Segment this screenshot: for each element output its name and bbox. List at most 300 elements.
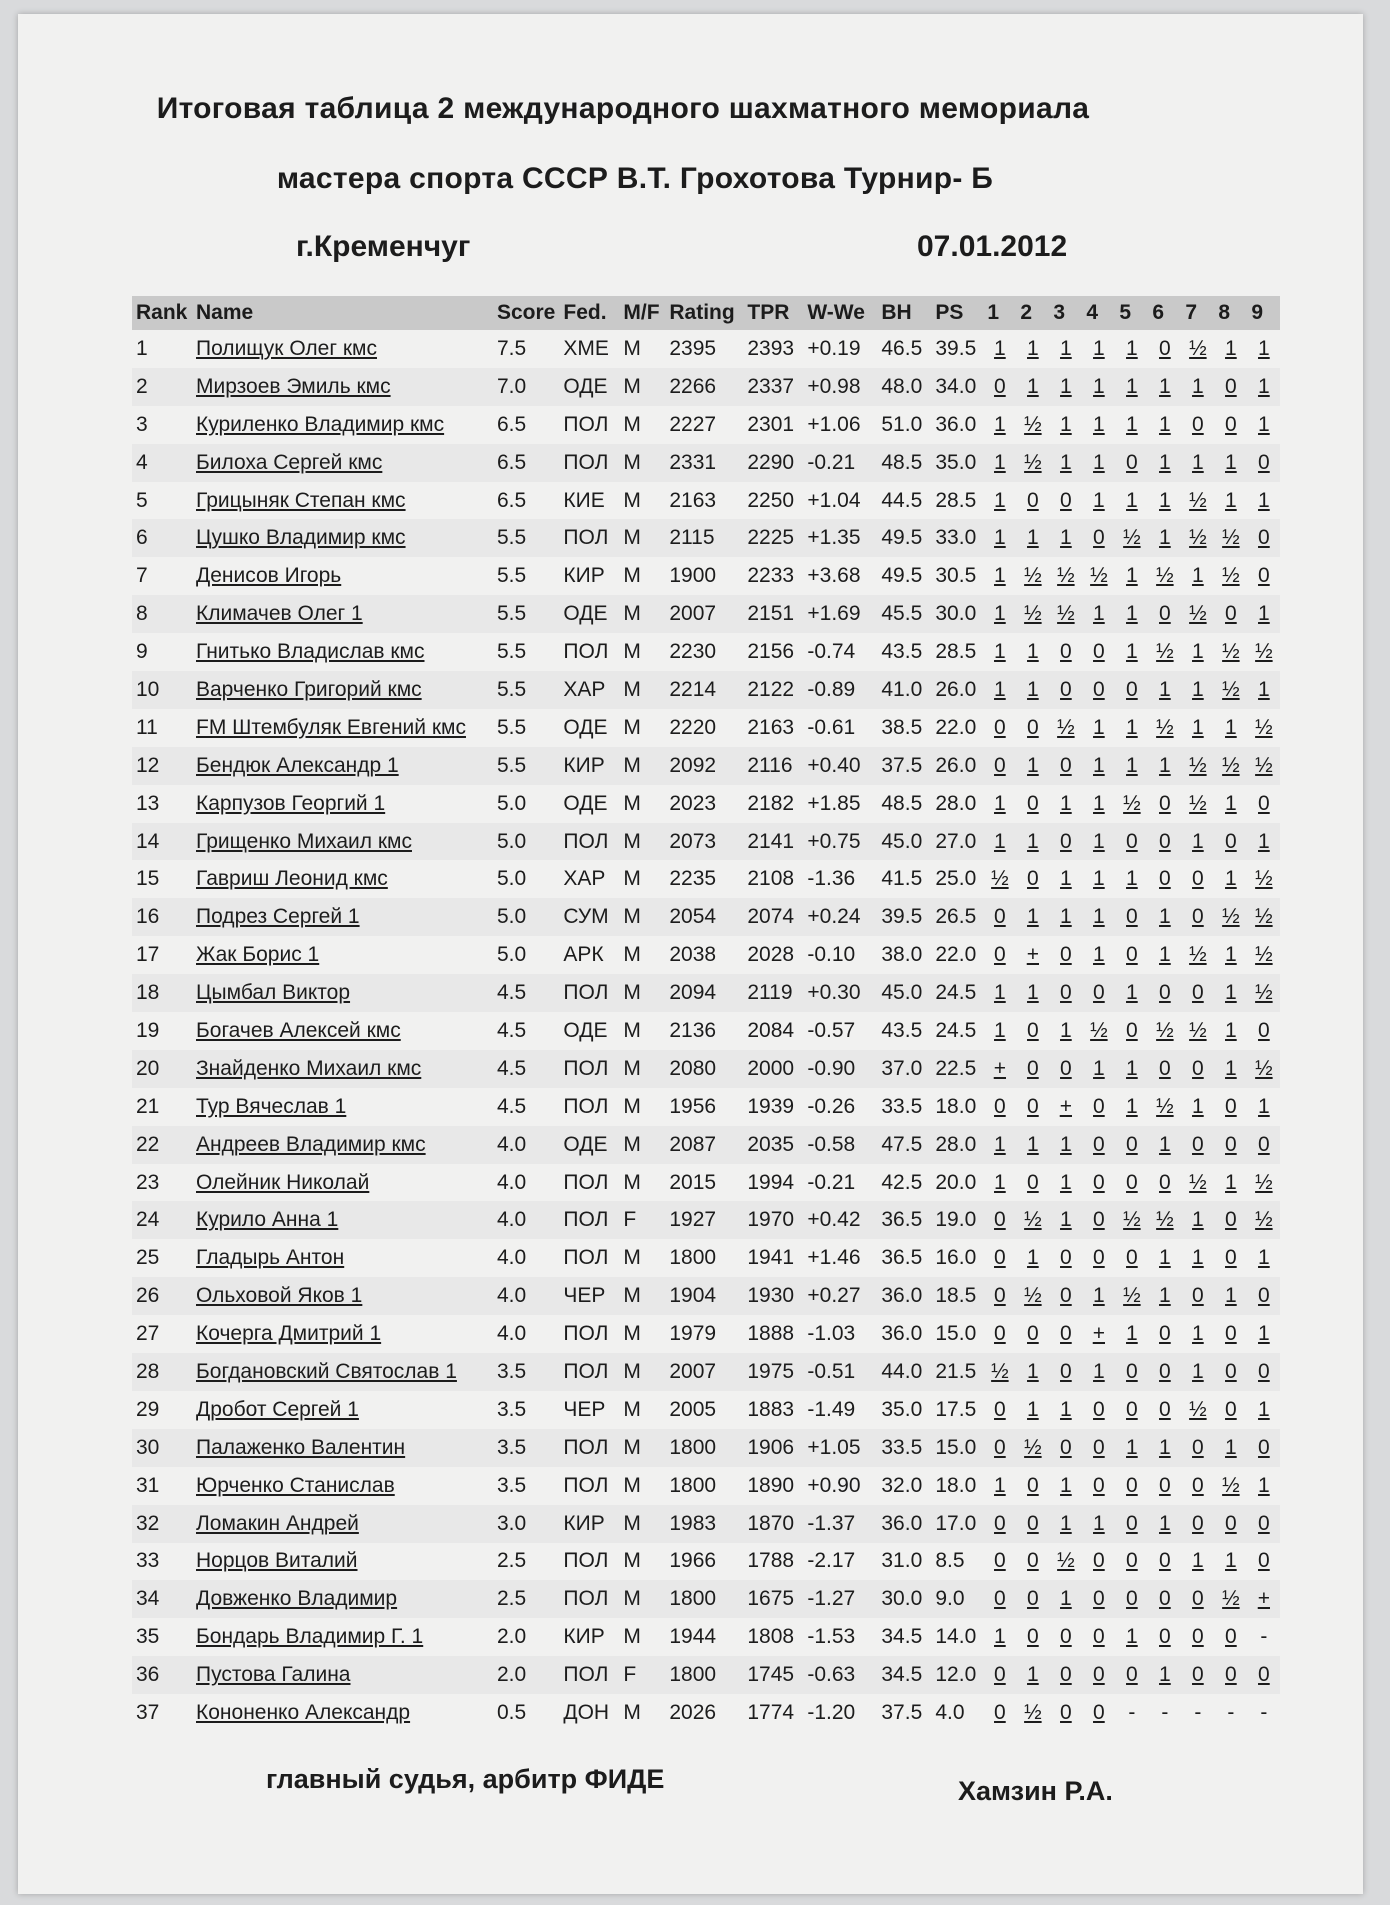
round-result-cell — [1181, 1277, 1214, 1315]
round-result: 1 — [994, 488, 1006, 512]
round-result: 1 — [1159, 374, 1171, 398]
round-result-cell — [1115, 330, 1148, 368]
round-result-cell — [1181, 898, 1214, 936]
round-result: 1 — [1225, 1056, 1237, 1080]
round-result: 0 — [1159, 981, 1171, 1005]
bh-cell: 49.5 — [877, 519, 931, 557]
rating-cell: 1956 — [665, 1088, 743, 1126]
rating-cell: 2005 — [665, 1391, 743, 1429]
round-result: ½ — [1255, 715, 1273, 739]
round-result: 0 — [1060, 1322, 1072, 1346]
round-result-cell — [1049, 936, 1082, 974]
round-result: 1 — [1258, 1322, 1270, 1346]
round-result-cell — [983, 1467, 1016, 1505]
arbiter-name: Хамзин Р.А. — [958, 1776, 1113, 1806]
round-result: ½ — [1057, 602, 1075, 626]
round-result: ½ — [1156, 715, 1174, 739]
sex-cell: M — [619, 1012, 665, 1050]
round-result: 0 — [1126, 829, 1138, 853]
round-result: ½ — [1222, 1473, 1240, 1497]
rating-cell: 2080 — [665, 1050, 743, 1088]
round-result-cell — [1082, 1429, 1115, 1467]
ps-cell: 28.0 — [931, 1126, 983, 1164]
round-result-cell — [1082, 1201, 1115, 1239]
round-result: 0 — [1192, 1587, 1204, 1611]
round-result: 0 — [1192, 1625, 1204, 1649]
round-result-cell — [1016, 595, 1049, 633]
round-result: 0 — [1192, 981, 1204, 1005]
federation-cell: КИЕ — [559, 482, 619, 520]
round-result-cell — [1148, 1618, 1181, 1656]
score-cell: 4.0 — [493, 1277, 559, 1315]
rank-cell: 22 — [132, 1126, 192, 1164]
round-result-cell — [1115, 519, 1148, 557]
player-name: Билоха Сергей кмс — [196, 450, 383, 474]
rank-cell: 25 — [132, 1239, 192, 1277]
round-result-cell — [1247, 709, 1280, 747]
round-result-cell — [1148, 1580, 1181, 1618]
round-result: 1 — [1027, 677, 1039, 701]
round-result: 0 — [1258, 564, 1270, 588]
round-result: 1 — [1126, 602, 1138, 626]
round-result: 1 — [1060, 1587, 1072, 1611]
table-row — [132, 1505, 1280, 1543]
rating-cell: 1800 — [665, 1239, 743, 1277]
w-we-cell: -0.51 — [803, 1353, 877, 1391]
round-result: 1 — [994, 677, 1006, 701]
round-result: 0 — [1093, 1132, 1105, 1156]
round-result: 1 — [1192, 829, 1204, 853]
rating-cell: 2023 — [665, 785, 743, 823]
round-result: 0 — [994, 715, 1006, 739]
table-row — [132, 444, 1280, 482]
round-result-cell — [1214, 1618, 1247, 1656]
rating-cell: 2331 — [665, 444, 743, 482]
round-result: 0 — [1225, 1322, 1237, 1346]
round-result-cell — [1016, 1656, 1049, 1694]
federation-cell: ПОЛ — [559, 406, 619, 444]
player-name-cell — [192, 368, 493, 406]
round-result-cell — [1148, 823, 1181, 861]
tpr-cell: 2301 — [743, 406, 803, 444]
round-result: 1 — [1060, 1473, 1072, 1497]
w-we-cell: +1.69 — [803, 595, 877, 633]
federation-cell: ПОЛ — [559, 1164, 619, 1202]
round-result-cell — [1214, 519, 1247, 557]
round-result-cell — [1016, 709, 1049, 747]
player-name-cell — [192, 1088, 493, 1126]
round-result: 1 — [1060, 1208, 1072, 1232]
round-result-cell — [1148, 633, 1181, 671]
federation-cell: ПОЛ — [559, 519, 619, 557]
round-result: 0 — [994, 1246, 1006, 1270]
round-result-cell — [1115, 1201, 1148, 1239]
round-result-cell — [1016, 785, 1049, 823]
round-result-cell — [1016, 633, 1049, 671]
round-result-cell — [1082, 1543, 1115, 1581]
round-result: 0 — [1225, 1511, 1237, 1535]
federation-cell: ПОЛ — [559, 1467, 619, 1505]
round-result-cell — [1148, 1126, 1181, 1164]
rank-cell: 30 — [132, 1429, 192, 1467]
round-result: 1 — [1093, 1284, 1105, 1308]
round-result-cell — [1181, 936, 1214, 974]
round-result-cell — [1247, 747, 1280, 785]
table-row — [132, 368, 1280, 406]
column-header-round-7: 7 — [1181, 296, 1214, 330]
round-result-cell — [1115, 368, 1148, 406]
round-result-cell — [1115, 1391, 1148, 1429]
rating-cell: 1800 — [665, 1656, 743, 1694]
table-row — [132, 936, 1280, 974]
round-result-cell — [983, 557, 1016, 595]
round-result-cell — [1247, 1467, 1280, 1505]
round-result: 1 — [1093, 715, 1105, 739]
rank-cell: 32 — [132, 1505, 192, 1543]
player-name: Олейник Николай — [196, 1170, 370, 1194]
round-result-cell — [1115, 823, 1148, 861]
column-header-round-8: 8 — [1214, 296, 1247, 330]
round-result: ½ — [1156, 1208, 1174, 1232]
round-result: 0 — [1093, 1435, 1105, 1459]
round-result: ½ — [1090, 1018, 1108, 1042]
round-result: ½ — [1024, 1284, 1042, 1308]
round-result: ½ — [1189, 602, 1207, 626]
round-result-cell — [1049, 823, 1082, 861]
table-row — [132, 1050, 1280, 1088]
column-header-round-4: 4 — [1082, 296, 1115, 330]
round-result: 0 — [1093, 1473, 1105, 1497]
tpr-cell: 1883 — [743, 1391, 803, 1429]
round-result-cell — [1049, 1315, 1082, 1353]
round-result: 0 — [1258, 1284, 1270, 1308]
round-result: 0 — [1027, 715, 1039, 739]
round-result: 0 — [1027, 1587, 1039, 1611]
bh-cell: 35.0 — [877, 1391, 931, 1429]
federation-cell: ХАР — [559, 671, 619, 709]
round-result-cell — [1082, 1239, 1115, 1277]
round-result-cell — [1016, 330, 1049, 368]
round-result-cell — [1247, 823, 1280, 861]
round-result: ½ — [1024, 412, 1042, 436]
round-result: 0 — [1159, 1056, 1171, 1080]
column-header-w-we: W-We — [803, 296, 877, 330]
round-result-cell — [1247, 595, 1280, 633]
player-name-cell — [192, 1239, 493, 1277]
player-name: Довженко Владимир — [196, 1587, 398, 1611]
tpr-cell: 2119 — [743, 974, 803, 1012]
round-result: 0 — [994, 1397, 1006, 1421]
round-result: 0 — [1060, 1625, 1072, 1649]
ps-cell: 21.5 — [931, 1353, 983, 1391]
ps-cell: 26.0 — [931, 671, 983, 709]
round-result: 0 — [1225, 1359, 1237, 1383]
round-result: ½ — [1189, 526, 1207, 550]
round-result-cell — [1082, 898, 1115, 936]
round-result-cell — [1082, 1353, 1115, 1391]
round-result: 0 — [1093, 1663, 1105, 1687]
player-name: Бендюк Александр 1 — [196, 753, 399, 777]
round-result: ½ — [1222, 1587, 1240, 1611]
round-result: 1 — [1093, 791, 1105, 815]
round-result: 1 — [1159, 943, 1171, 967]
ps-cell: 18.0 — [931, 1467, 983, 1505]
round-result-cell — [1049, 898, 1082, 936]
federation-cell: ОДЕ — [559, 1012, 619, 1050]
score-cell: 7.0 — [493, 368, 559, 406]
column-header-ps: PS — [931, 296, 983, 330]
player-name-cell — [192, 1277, 493, 1315]
round-result-cell — [1181, 519, 1214, 557]
score-cell: 6.5 — [493, 406, 559, 444]
tpr-cell: 2028 — [743, 936, 803, 974]
round-result-cell — [1082, 519, 1115, 557]
round-result: ½ — [1156, 640, 1174, 664]
rating-cell: 1800 — [665, 1467, 743, 1505]
round-result: 0 — [1126, 1397, 1138, 1421]
ps-cell: 4.0 — [931, 1694, 983, 1732]
bh-cell: 37.0 — [877, 1050, 931, 1088]
round-result: 0 — [1060, 1246, 1072, 1270]
round-result: 0 — [1093, 1587, 1105, 1611]
score-cell: 0.5 — [493, 1694, 559, 1732]
federation-cell: КИР — [559, 557, 619, 595]
table-row — [132, 1012, 1280, 1050]
federation-cell: ПОЛ — [559, 1201, 619, 1239]
player-name: Андреев Владимир кмс — [196, 1132, 426, 1156]
round-result-cell — [1016, 671, 1049, 709]
round-result: 0 — [1159, 867, 1171, 891]
round-result-cell — [1115, 1694, 1148, 1732]
round-result: 1 — [1192, 1246, 1204, 1270]
round-result-cell — [1214, 1656, 1247, 1694]
bh-cell: 47.5 — [877, 1126, 931, 1164]
tpr-cell: 1975 — [743, 1353, 803, 1391]
table-row — [132, 1429, 1280, 1467]
round-result: ½ — [1024, 564, 1042, 588]
round-result-cell — [1016, 406, 1049, 444]
rank-cell: 35 — [132, 1618, 192, 1656]
rank-cell: 24 — [132, 1201, 192, 1239]
round-result-cell — [983, 1429, 1016, 1467]
round-result: ½ — [1189, 943, 1207, 967]
rank-cell: 21 — [132, 1088, 192, 1126]
round-result: ½ — [1222, 753, 1240, 777]
round-result: 0 — [1060, 753, 1072, 777]
round-result: 1 — [1027, 640, 1039, 664]
round-result: 1 — [994, 1625, 1006, 1649]
round-result-cell — [1049, 595, 1082, 633]
column-header-round-9: 9 — [1247, 296, 1280, 330]
federation-cell: ХМЕ — [559, 330, 619, 368]
round-result-cell — [1247, 974, 1280, 1012]
w-we-cell: -1.36 — [803, 860, 877, 898]
bh-cell: 46.5 — [877, 330, 931, 368]
ps-cell: 28.5 — [931, 482, 983, 520]
round-result: ½ — [1255, 867, 1273, 891]
round-result-cell — [1247, 1543, 1280, 1581]
tpr-cell: 2122 — [743, 671, 803, 709]
round-result: ½ — [1255, 753, 1273, 777]
round-result-cell — [1115, 785, 1148, 823]
round-result-cell — [1082, 557, 1115, 595]
round-result-cell — [1214, 785, 1247, 823]
round-result: + — [1092, 1322, 1105, 1346]
round-result: 0 — [1126, 1132, 1138, 1156]
round-result: 0 — [994, 1284, 1006, 1308]
rating-cell: 1966 — [665, 1543, 743, 1581]
round-result: 1 — [1126, 867, 1138, 891]
round-result: 0 — [1027, 1170, 1039, 1194]
player-name: Палаженко Валентин — [196, 1435, 406, 1459]
column-header-round-5: 5 — [1115, 296, 1148, 330]
column-header-rank: Rank — [132, 296, 192, 330]
round-result: 0 — [1093, 1094, 1105, 1118]
round-result-cell — [1148, 482, 1181, 520]
date-label: 07.01.2012 — [917, 230, 1068, 263]
sex-cell: M — [619, 709, 665, 747]
round-result: 0 — [1159, 1625, 1171, 1649]
tpr-cell: 1675 — [743, 1580, 803, 1618]
bh-cell: 38.0 — [877, 936, 931, 974]
sex-cell: M — [619, 1239, 665, 1277]
bh-cell: 45.0 — [877, 823, 931, 861]
round-result-cell — [1016, 1277, 1049, 1315]
round-result: ½ — [1255, 905, 1273, 929]
w-we-cell: -1.37 — [803, 1505, 877, 1543]
ps-cell: 34.0 — [931, 368, 983, 406]
table-row — [132, 898, 1280, 936]
round-result-cell — [983, 368, 1016, 406]
round-result: 0 — [1159, 1473, 1171, 1497]
table-row — [132, 1315, 1280, 1353]
federation-cell: ПОЛ — [559, 1580, 619, 1618]
score-cell: 5.5 — [493, 633, 559, 671]
round-result-cell — [1049, 1277, 1082, 1315]
rating-cell: 1900 — [665, 557, 743, 595]
round-result-cell — [1049, 1126, 1082, 1164]
table-row — [132, 709, 1280, 747]
round-result: 1 — [1159, 1284, 1171, 1308]
score-cell: 2.5 — [493, 1580, 559, 1618]
bh-cell: 34.5 — [877, 1618, 931, 1656]
rating-cell: 2214 — [665, 671, 743, 709]
round-result-cell — [1214, 1694, 1247, 1732]
round-result: 0 — [1060, 829, 1072, 853]
round-result-cell — [1082, 860, 1115, 898]
ps-cell: 33.0 — [931, 519, 983, 557]
score-cell: 3.0 — [493, 1505, 559, 1543]
round-result-cell — [983, 1012, 1016, 1050]
round-result-cell — [983, 1315, 1016, 1353]
round-result-cell — [1082, 1126, 1115, 1164]
page-title-line2: мастера спорта СССР В.Т. Грохотова Турнир- Б — [276, 162, 994, 195]
round-result-cell — [1082, 1088, 1115, 1126]
round-result-cell — [1181, 1164, 1214, 1202]
round-result: ½ — [1123, 1284, 1141, 1308]
table-row — [132, 595, 1280, 633]
round-result-cell — [1016, 1543, 1049, 1581]
round-result-cell — [1049, 519, 1082, 557]
sex-cell: M — [619, 747, 665, 785]
round-result-cell — [1115, 1126, 1148, 1164]
round-result-cell — [1049, 1580, 1082, 1618]
round-result-cell — [1181, 330, 1214, 368]
player-name-cell — [192, 482, 493, 520]
round-result-cell — [983, 823, 1016, 861]
round-result: ½ — [1189, 1170, 1207, 1194]
rating-cell: 2220 — [665, 709, 743, 747]
player-name-cell — [192, 1618, 493, 1656]
federation-cell: ДОН — [559, 1694, 619, 1732]
round-result: 1 — [1225, 943, 1237, 967]
round-result: ½ — [991, 867, 1009, 891]
round-result-cell — [1148, 785, 1181, 823]
column-header-rating: Rating — [665, 296, 743, 330]
round-result: ½ — [1123, 1208, 1141, 1232]
round-result-cell — [1016, 1088, 1049, 1126]
round-result-cell — [1247, 482, 1280, 520]
player-name-cell — [192, 1315, 493, 1353]
round-result-cell — [1082, 936, 1115, 974]
round-result: 0 — [1258, 1132, 1270, 1156]
player-name: Норцов Виталий — [196, 1549, 358, 1573]
round-result: ½ — [1255, 1208, 1273, 1232]
round-result-cell — [1148, 330, 1181, 368]
bh-cell: 32.0 — [877, 1467, 931, 1505]
score-cell: 5.5 — [493, 557, 559, 595]
player-name: Юрченко Станислав — [196, 1473, 395, 1497]
round-result-cell — [1148, 1467, 1181, 1505]
round-result-cell — [1049, 1164, 1082, 1202]
round-result: 1 — [1159, 677, 1171, 701]
round-result-cell — [1115, 1618, 1148, 1656]
player-name-cell — [192, 860, 493, 898]
federation-cell: ХАР — [559, 860, 619, 898]
round-result-cell — [1115, 444, 1148, 482]
bh-cell: 48.0 — [877, 368, 931, 406]
round-result-cell — [1115, 747, 1148, 785]
round-result: ½ — [1123, 791, 1141, 815]
score-cell: 2.0 — [493, 1656, 559, 1694]
round-result-cell — [983, 1353, 1016, 1391]
player-name-cell — [192, 898, 493, 936]
player-name-cell — [192, 406, 493, 444]
rating-cell: 2015 — [665, 1164, 743, 1202]
round-result: 1 — [1225, 715, 1237, 739]
tpr-cell: 1930 — [743, 1277, 803, 1315]
round-result-cell — [1214, 1391, 1247, 1429]
round-result-cell — [1115, 974, 1148, 1012]
round-result-cell — [1214, 557, 1247, 595]
round-result: 1 — [1060, 1397, 1072, 1421]
federation-cell: ПОЛ — [559, 823, 619, 861]
round-result: 1 — [1093, 336, 1105, 360]
round-result: 1 — [1159, 905, 1171, 929]
table-row — [132, 823, 1280, 861]
round-result: ½ — [1024, 1208, 1042, 1232]
round-result-cell — [1016, 368, 1049, 406]
table-row — [132, 860, 1280, 898]
round-result-cell — [1016, 1012, 1049, 1050]
rank-cell: 12 — [132, 747, 192, 785]
rating-cell: 2073 — [665, 823, 743, 861]
round-result: 1 — [1060, 1132, 1072, 1156]
column-header-round-3: 3 — [1049, 296, 1082, 330]
round-result-cell — [1049, 860, 1082, 898]
round-result-cell — [1148, 1315, 1181, 1353]
round-result-cell — [1181, 1580, 1214, 1618]
